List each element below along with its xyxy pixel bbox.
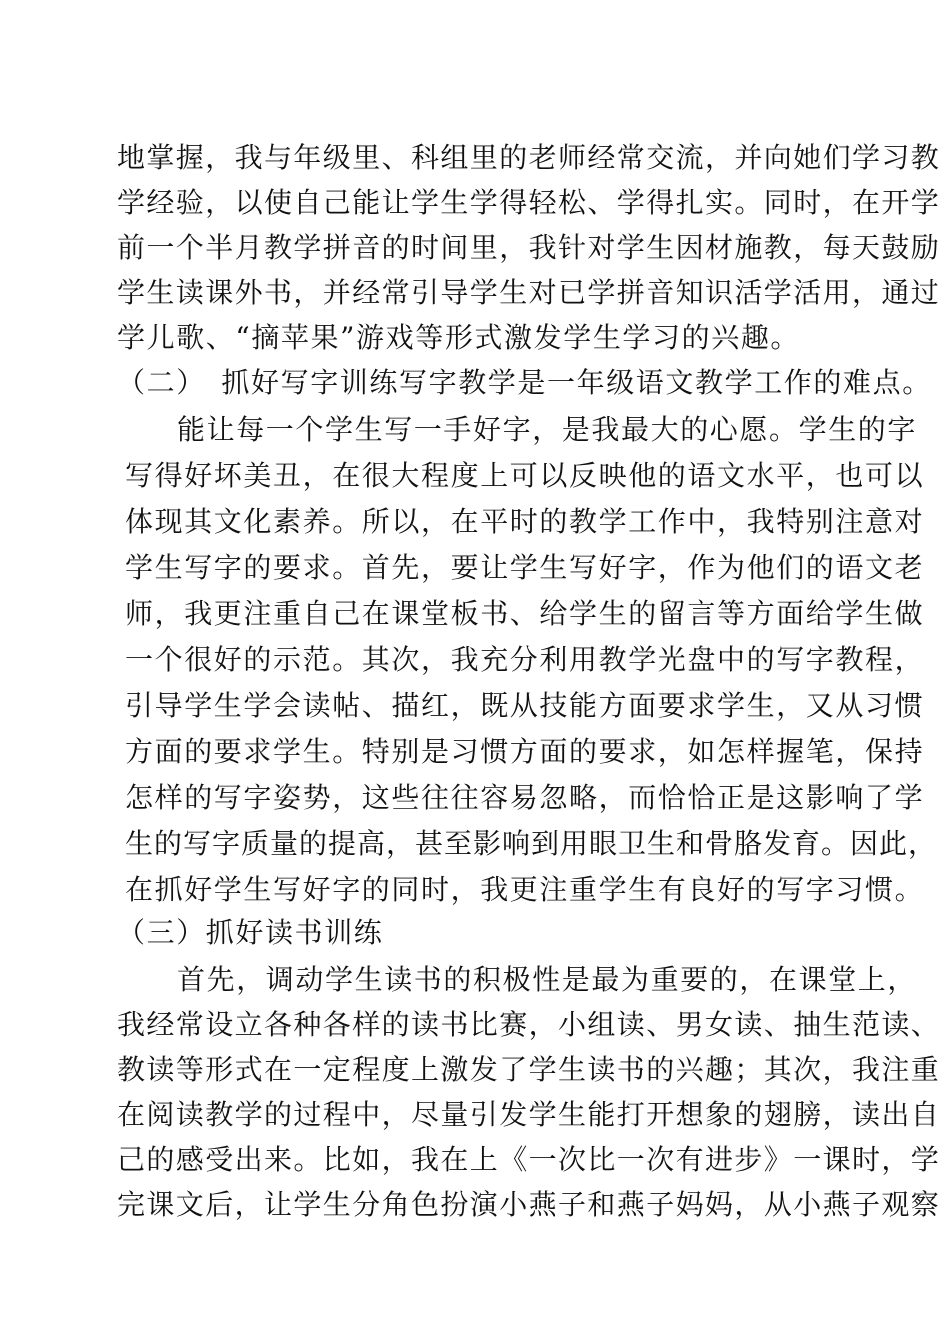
text-line: 首先，调动学生读书的积极性是最为重要的，在课堂上，	[177, 963, 918, 996]
text-line: 怎样的写字姿势，这些往往容易忽略，而恰恰正是这影响了学	[125, 781, 925, 814]
text-line: 学儿歌、“摘苹果”游戏等形式激发学生学习的兴趣。	[117, 321, 801, 354]
text-line: 师，我更注重自己在课堂板书、给学生的留言等方面给学生做	[125, 597, 925, 630]
text-line: 方面的要求学生。特别是习惯方面的要求，如怎样握笔，保持	[125, 735, 925, 768]
text-line: 己的感受出来。比如，我在上《一次比一次有进步》一课时，学	[117, 1143, 941, 1176]
text-line: 地掌握，我与年级里、科组里的老师经常交流，并向她们学习教	[117, 141, 941, 174]
text-line: 能让每一个学生写一手好字，是我最大的心愿。学生的字	[177, 413, 918, 446]
text-line: 学经验，以使自己能让学生学得轻松、学得扎实。同时，在开学	[117, 186, 941, 219]
text-line: 一个很好的示范。其次，我充分利用教学光盘中的写字教程，	[125, 643, 925, 676]
text-line: 学生写字的要求。首先，要让学生写好字，作为他们的语文老	[125, 551, 925, 584]
text-line: 在抓好学生写好字的同时，我更注重学生有良好的写字习惯。	[125, 873, 925, 906]
text-line: 完课文后，让学生分角色扮演小燕子和燕子妈妈，从小燕子观察	[117, 1188, 941, 1221]
text-line: 写得好坏美丑，在很大程度上可以反映他的语文水平，也可以	[125, 459, 925, 492]
text-line: 教读等形式在一定程度上激发了学生读书的兴趣；其次，我注重	[117, 1053, 941, 1086]
text-line: 在阅读教学的过程中，尽量引发学生能打开想象的翅膀，读出自	[117, 1098, 941, 1131]
section-heading: （三）抓好读书训练	[117, 916, 384, 949]
section-heading: （二） 抓好写字训练写字教学是一年级语文教学工作的难点。	[117, 366, 932, 399]
text-line: 引导学生学会读帖、描红，既从技能方面要求学生，又从习惯	[125, 689, 925, 722]
text-line: 学生读课外书，并经常引导学生对已学拼音知识活学活用，通过	[117, 276, 941, 309]
text-line: 生的写字质量的提高，甚至影响到用眼卫生和骨胳发育。因此，	[125, 827, 938, 860]
text-line: 前一个半月教学拼音的时间里，我针对学生因材施教，每天鼓励	[117, 231, 941, 264]
text-line: 我经常设立各种各样的读书比赛，小组读、男女读、抽生范读、	[117, 1008, 941, 1041]
text-line: 体现其文化素养。所以，在平时的教学工作中，我特别注意对	[125, 505, 925, 538]
